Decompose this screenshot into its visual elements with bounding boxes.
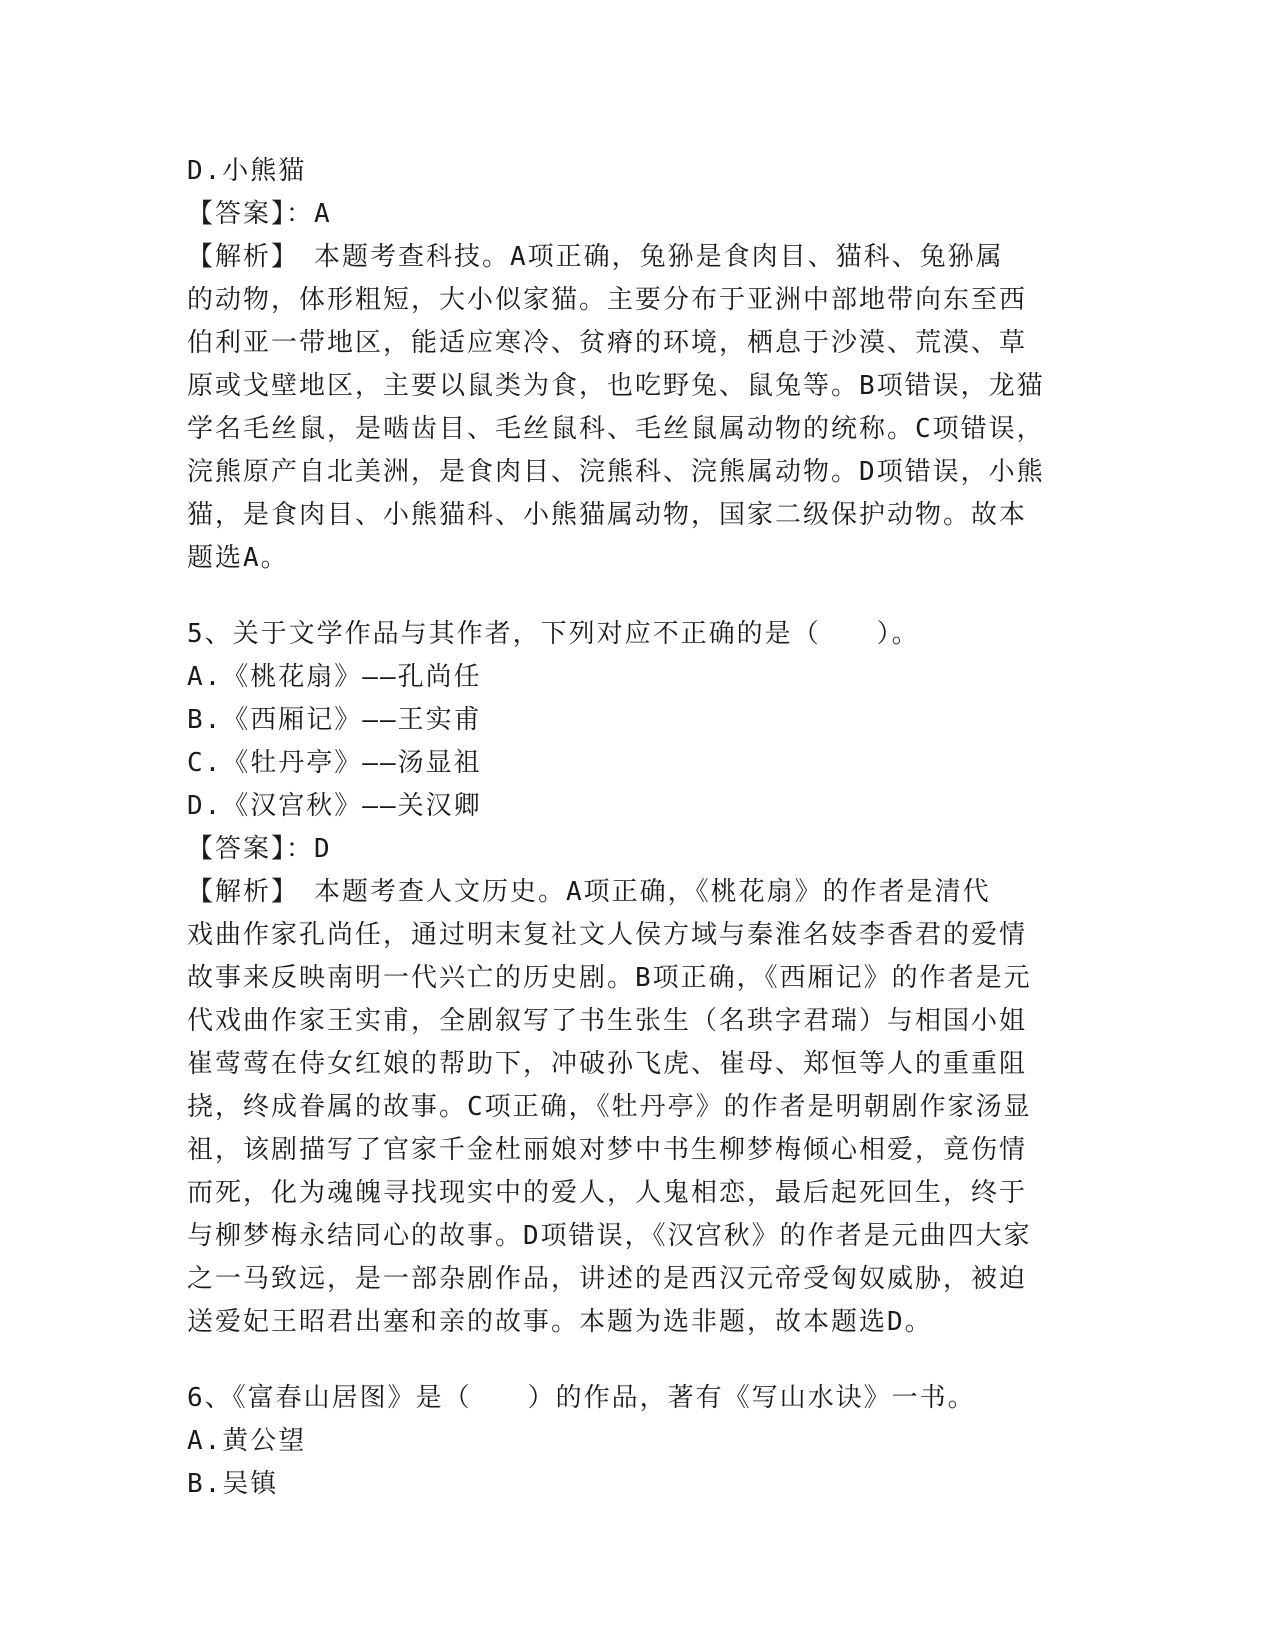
q6-option-a: A.黄公望 — [187, 1426, 307, 1456]
q4-analysis-line: 的动物，体形粗短，大小似家猫。主要分布于亚洲中部地带向东至西 — [187, 285, 1028, 315]
q5-answer: 【答案】：D — [187, 834, 332, 864]
q5-analysis-line: 而死，化为魂魄寻找现实中的爱人，人鬼相恋，最后起死回生，终于 — [187, 1178, 1028, 1208]
q5-option-a: A.《桃花扇》——孔尚任 — [187, 662, 482, 692]
q5-analysis-line: 挠，终成眷属的故事。C项正确，《牡丹亭》的作者是明朝剧作家汤显 — [187, 1092, 1032, 1122]
q4-answer: 【答案】：A — [187, 199, 332, 229]
q5-analysis-line: 故事来反映南明一代兴亡的历史剧。B项正确，《西厢记》的作者是元 — [187, 963, 1032, 993]
q5-option-b: B.《西厢记》——王实甫 — [187, 705, 482, 735]
q4-option-d: D.小熊猫 — [187, 156, 307, 186]
q4-analysis — [187, 236, 1077, 580]
q4-analysis-line: 浣熊原产自北美洲，是食肉目、浣熊科、浣熊属动物。D项错误，小熊 — [187, 457, 1045, 487]
q6-stem: 6、《富春山居图》是（ ）的作品，著有《写山水诀》一书。 — [187, 1383, 976, 1413]
q4-analysis-line: 题选A。 — [187, 543, 289, 573]
q5-analysis-line: 与柳梦梅永结同心的故事。D项错误，《汉宫秋》的作者是元曲四大家 — [187, 1221, 1032, 1251]
q5-analysis-line: 祖，该剧描写了官家千金杜丽娘对梦中书生柳梦梅倾心相爱，竟伤情 — [187, 1135, 1028, 1165]
q4-analysis-line: 猫，是食肉目、小熊猫科、小熊猫属动物，国家二级保护动物。故本 — [187, 500, 1028, 530]
q6-option-b: B.吴镇 — [187, 1469, 279, 1499]
q5-option-d: D.《汉宫秋》——关汉卿 — [187, 791, 482, 821]
page-content — [187, 150, 1077, 1506]
q4-analysis-line: 【解析】 本题考查科技。A项正确，兔狲是食肉目、猫科、兔狲属 — [187, 242, 1004, 272]
q5-analysis-line: 送爱妃王昭君出塞和亲的故事。本题为选非题，故本题选D。 — [187, 1307, 933, 1337]
q5-analysis-line: 之一马致远，是一部杂剧作品，讲述的是西汉元帝受匈奴威胁，被迫 — [187, 1264, 1028, 1294]
q5-stem: 5、关于文学作品与其作者，下列对应不正确的是（ ）。 — [187, 619, 920, 649]
q4-analysis-line: 原或戈壁地区，主要以鼠类为食，也吃野兔、鼠兔等。B项错误，龙猫 — [187, 371, 1045, 401]
q5-analysis-line: 戏曲作家孔尚任，通过明末复社文人侯方域与秦淮名妓李香君的爱情 — [187, 920, 1028, 950]
q5-analysis-line: 崔莺莺在侍女红娘的帮助下，冲破孙飞虎、崔母、郑恒等人的重重阻 — [187, 1049, 1028, 1079]
q4-analysis-line: 伯利亚一带地区，能适应寒冷、贫瘠的环境，栖息于沙漠、荒漠、草 — [187, 328, 1028, 358]
q4-analysis-line: 学名毛丝鼠，是啮齿目、毛丝鼠科、毛丝鼠属动物的统称。C项错误， — [187, 414, 1045, 444]
q5-analysis-line: 【解析】 本题考查人文历史。A项正确，《桃花扇》的作者是清代 — [187, 877, 991, 907]
q5-option-c: C.《牡丹亭》——汤显祖 — [187, 748, 482, 778]
q5-analysis — [187, 871, 1077, 1344]
q5-analysis-line: 代戏曲作家王实甫，全剧叙写了书生张生（名珙字君瑞）与相国小姐 — [187, 1006, 1028, 1036]
